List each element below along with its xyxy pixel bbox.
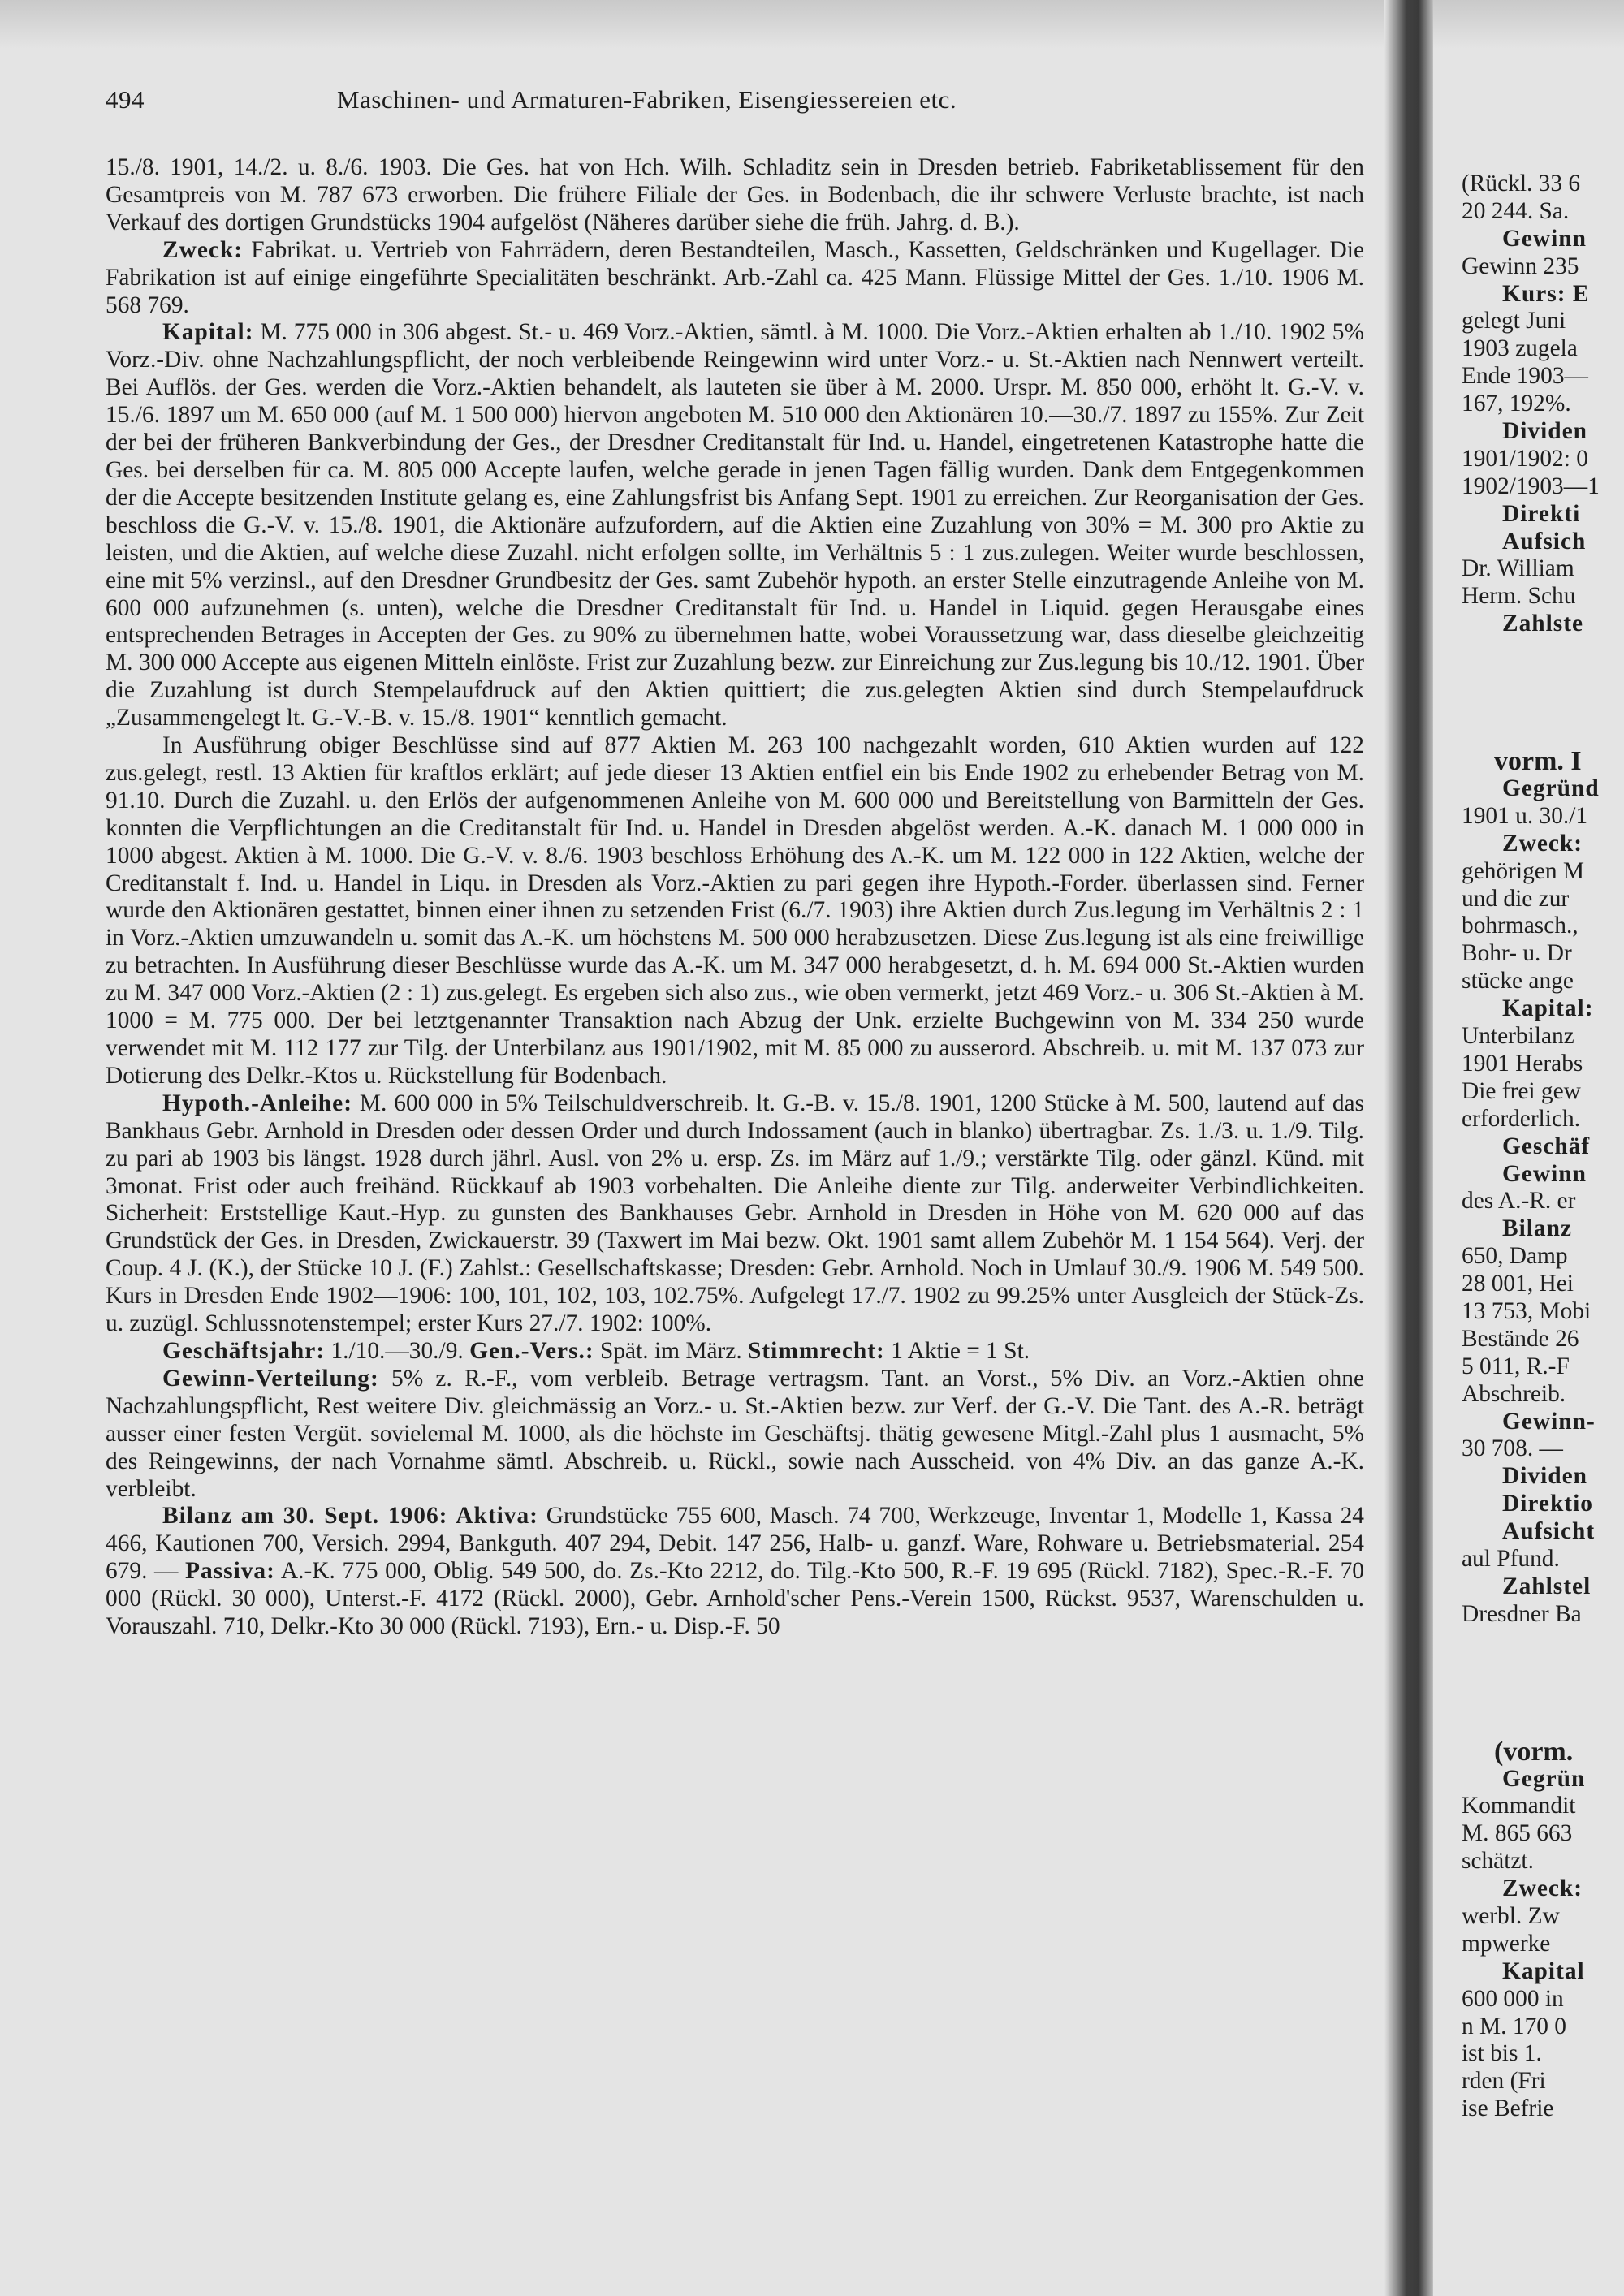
genvers-text: Spät. im März. bbox=[594, 1337, 749, 1364]
right-line: Dividen bbox=[1502, 418, 1587, 445]
right-line: Bestände 26 bbox=[1462, 1325, 1579, 1352]
right-line: vorm. I bbox=[1494, 746, 1582, 777]
gewinn-label: Gewinn-Verteilung: bbox=[162, 1365, 379, 1392]
right-line: und die zur bbox=[1462, 885, 1570, 912]
main-column bbox=[106, 154, 1364, 2281]
right-line: Kapital bbox=[1502, 1957, 1585, 1984]
right-line: 1901/1902: 0 bbox=[1462, 445, 1588, 472]
right-line: Direkti bbox=[1502, 500, 1581, 527]
paragraph-kapital bbox=[106, 319, 1364, 732]
right-line: schätzt. bbox=[1462, 1848, 1534, 1875]
passiva-text: A.-K. 775 000, Oblig. 549 500, do. Zs.-Kto 2212, do. Tilg.-Kto 500, R.-F. 19 695 (Rückl. 7182), Spec.-R.-F. 70 000 (Rückl. 30 000), Unterst.-F. 4172 (Rückl. 2000), Gebr. Arnhold'scher Pens.-Verein 1500, Rückst. 9537, Warenschulden u. Vorauszahl. 710, Delkr.-Kto 30 000 (Rückl. 7193), Ern.- u. Disp.-F. 50 bbox=[106, 1558, 1364, 1640]
scan-shadow bbox=[0, 0, 1624, 49]
right-line: Kapital: bbox=[1502, 995, 1594, 1022]
section-gap bbox=[1462, 1629, 1624, 1738]
right-line: 600 000 in bbox=[1462, 1985, 1564, 2012]
right-line: gelegt Juni bbox=[1462, 308, 1566, 334]
right-line: ist bis 1. bbox=[1462, 2040, 1542, 2067]
right-line: Herm. Schu bbox=[1462, 583, 1576, 610]
kapital-label: Kapital: bbox=[162, 319, 254, 346]
right-line: Ende 1903— bbox=[1462, 363, 1588, 390]
right-line: Gewinn 235 bbox=[1462, 252, 1579, 279]
right-line: Zweck: bbox=[1502, 830, 1583, 857]
right-line: Zahlstel bbox=[1502, 1573, 1592, 1599]
right-line: bohrmasch., bbox=[1462, 913, 1579, 939]
right-line: 20 244. Sa. bbox=[1462, 197, 1570, 224]
right-line: 1903 zugela bbox=[1462, 335, 1578, 362]
right-line: werbl. Zw bbox=[1462, 1902, 1560, 1929]
right-line: 1901 Herabs bbox=[1462, 1050, 1583, 1077]
right-line: Dr. William bbox=[1462, 555, 1574, 582]
paragraph-bilanz bbox=[106, 1503, 1364, 1641]
stimmrecht-label: Stimmrecht: bbox=[748, 1337, 885, 1364]
paragraph-ausfuehrung bbox=[106, 732, 1364, 1090]
hypoth-text: M. 600 000 in 5% Teilschuldverschreib. lt. G.-B. v. 15./8. 1901, 1200 Stücke à M. 500, lautend auf das Bankhaus Gebr. Arnhold in Dresden oder dessen Order und durch Indossament (auch in blanko) übertragbar. Zs. 1./3. u. 1./9. Tilg. zu pari ab 1903 bis längst. 1928 durch jährl. Ausl. von 2% u. ersp. Zs. im März auf 1./9.; verstärkte Tilg. oder gänzl. Künd. mit 3monat. Frist oder auch freihänd. Rückkauf ab 1903 vorbehalten. Die Anleihe diente zur Tilg. anderweiter Verbindlichkeiten. Sicherheit: Erststellige Kaut.-Hyp. zu gunsten des Bankhauses Gebr. Arnhold in Dresden in Höhe von M. 620 000 auf das Grundstück der Ges. in Dresden, Zwickauerstr. 39 (Taxwert im Mai bezw. Okt. 1901 samt allem Zubehör M. 1 154 564). Verj. der Coup. 4 J. (K.), der Stücke 10 J. (F.) Zahlst.: Gesellschaftskasse; Dresden: Gebr. Arnhold. Noch in Umlauf 30./9. 1906 M. 549 500. Kurs in Dresden Ende 1902—1906: 100, 101, 102, 103, 102.75%. Aufgelegt 17./7. 1902 zu 99.25% unter Ausgleich der Stück-Zs. u. zuzügl. Schlussnotenstempel; erster Kurs 27./7. 1902: 100%. bbox=[106, 1090, 1364, 1337]
right-line: stücke ange bbox=[1462, 968, 1574, 995]
right-line: (vorm. bbox=[1494, 1736, 1574, 1767]
paragraph-zweck bbox=[106, 237, 1364, 320]
right-line: mpwerke bbox=[1462, 1930, 1551, 1957]
right-line: Aufsicht bbox=[1502, 1518, 1596, 1545]
geschaeftsjahr-label: Geschäftsjahr: bbox=[162, 1337, 326, 1364]
right-line: Gewinn bbox=[1502, 225, 1587, 252]
stimmrecht-text: 1 Aktie = 1 St. bbox=[884, 1337, 1030, 1364]
right-line: rden (Fri bbox=[1462, 2068, 1546, 2095]
hypoth-label: Hypoth.-Anleihe: bbox=[162, 1090, 352, 1116]
right-line: Direktio bbox=[1502, 1491, 1593, 1517]
right-line: 28 001, Hei bbox=[1462, 1271, 1574, 1297]
right-line: erforderlich. bbox=[1462, 1105, 1581, 1132]
intro-text: 15./8. 1901, 14./2. u. 8./6. 1903. Die Ges. hat von Hch. Wilh. Schladitz sein in Dresden betrieb. Fabriketablissement für den Gesamtpreis von M. 787 673 erworben. Die frühere Filiale der Ges. in Bodenbach, die ihr schwere Verluste brachte, ist nach Verkauf des dortigen Grundstücks 1904 aufgelöst (Näheres darüber siehe die früh. Jahrg. d. B.). bbox=[106, 154, 1364, 235]
right-line: Dividen bbox=[1502, 1463, 1587, 1490]
right-line: (Rückl. 33 6 bbox=[1462, 170, 1581, 196]
right-line: n M. 170 0 bbox=[1462, 2013, 1567, 2039]
bilanz-label: Bilanz am 30. Sept. 1906: bbox=[162, 1503, 448, 1530]
right-line: Gegrün bbox=[1502, 1765, 1586, 1792]
right-line: gehörigen M bbox=[1462, 857, 1585, 884]
right-line: 13 753, Mobi bbox=[1462, 1297, 1592, 1324]
right-line: 650, Damp bbox=[1462, 1243, 1568, 1270]
right-line: Aufsich bbox=[1502, 528, 1587, 555]
paragraph-geschaeftsjahr bbox=[106, 1338, 1364, 1366]
section-gap bbox=[1462, 638, 1624, 748]
book-gutter bbox=[1384, 0, 1433, 2296]
right-line: 1901 u. 30./1 bbox=[1462, 802, 1588, 829]
genvers-label: Gen.-Vers.: bbox=[469, 1337, 594, 1364]
page-header bbox=[106, 85, 1372, 126]
right-line: Gegründ bbox=[1502, 775, 1600, 802]
ausfuehrung-text: In Ausführung obiger Beschlüsse sind auf 877 Aktien M. 263 100 nachgezahlt worden, 610 Aktien wurden auf 122 zus.gelegt, restl. 13 Aktien für kraftlos erklärt; auf jede dieser 13 Aktien entfiel ein bis Ende 1902 zu erhebender Betrag von M. 91.10. Durch die Zuzahl. u. den Erlös der aufgenommenen Anleihe von M. 600 000 und Bereitstellung von Barmitteln der Ges. konnten die Verpflichtungen an die Creditanstalt für Ind. u. Handel in Dresden abgelöst werden. A.-K. danach M. 1 000 000 in 1000 abgest. Aktien à M. 1000. Die G.-V. v. 8./6. 1903 beschloss Erhöhung des A.-K. um M. 122 000 in 122 Aktien, welche der Creditanstalt f. Ind. u. Handel in Liqu. in Dresden als Vorz.-Aktien zu pari gegen ihre Hypoth.-Forder. überlassen sind. Ferner wurde den Aktionären gestattet, binnen einer ihnen zu setzenden Frist (6./7. 1903) ihre Aktien durch Zus.legung im Verhältnis 2 : 1 in Vorz.-Aktien umzuwandeln u. somit das A.-K. um höchstens M. 500 000 herabzusetzen. Diese Zus.legung ist als eine freiwillige zu betrachten. In Ausführung dieser Beschlüsse wurde das A.-K. um M. 347 000 herabgesetzt, d. h. M. 694 000 St.-Aktien wurden zu M. 347 000 Vorz.-Aktien (2 : 1) zus.gelegt. Es ergeben sich also zus., wie oben vermerkt, jetzt 469 Vorz.- u. 306 St.-Aktien à M. 1000 = M. 775 000. Der bei letztgenannter Transaktion nach Abzug der Unk. erzielte Buchgewinn von M. 334 250 wurde verwendet mit M. 112 177 zur Tilg. der Unterbilanz aus 1901/1902, mit M. 85 000 zu ausserord. Abschreib. u. mit M. 137 073 zur Dotierung des Delkr.-Ktos u. Rückstellung für Bodenbach. bbox=[106, 732, 1364, 1089]
right-line: Unterbilanz bbox=[1462, 1023, 1574, 1050]
paragraph-hypoth bbox=[106, 1090, 1364, 1338]
right-line: Dresdner Ba bbox=[1462, 1600, 1582, 1627]
aktiva-label: Aktiva: bbox=[456, 1503, 538, 1530]
running-title: Maschinen- und Armaturen-Fabriken, Eisengiessereien etc. bbox=[337, 85, 957, 114]
geschaeftsjahr-text: 1./10.—30./9. bbox=[325, 1337, 470, 1364]
right-line: Gewinn bbox=[1502, 1160, 1587, 1187]
gewinn-text: 5% z. R.-F., vom verbleib. Betrage vertragsm. Tant. an Vorst., 5% Div. an Vorz.-Aktien ohne Nachzahlungspflicht, Rest weitere Div. gleichmässig an Vorz.- u. St.-Aktien bezw. zur Verf. der G.-V. Die Tant. des A.-R. beträgt ausser einer festen Vergüt. sovielemal M. 1000, als die höchste im Geschäftsj. thätig gewesene Mitgl.-Zahl plus 1 ausmacht, 5% des Reingewinns, der nach Vornahme sämtl. Abschreib. u. Rückl., sowie nach Ausscheid. von 4% Div. an das ganze A.-K. verbleibt. bbox=[106, 1365, 1364, 1502]
right-line: 5 011, R.-F bbox=[1462, 1353, 1570, 1379]
passiva-label: Passiva: bbox=[185, 1558, 275, 1585]
right-line: M. 865 663 bbox=[1462, 1820, 1573, 1847]
right-line: 30 708. — bbox=[1462, 1435, 1563, 1462]
facing-page-column bbox=[1462, 170, 1624, 2296]
right-line: ise Befrie bbox=[1462, 2095, 1554, 2122]
right-line: des A.-R. er bbox=[1462, 1188, 1576, 1215]
zweck-label: Zweck: bbox=[162, 236, 244, 263]
right-line: Kurs: E bbox=[1502, 280, 1590, 307]
right-line: 1902/1903—1 bbox=[1462, 473, 1600, 499]
right-line: Zweck: bbox=[1502, 1875, 1583, 1902]
right-line: Geschäf bbox=[1502, 1133, 1591, 1159]
right-line: 167, 192%. bbox=[1462, 391, 1571, 417]
right-line: Gewinn- bbox=[1502, 1408, 1596, 1435]
right-line: Bilanz bbox=[1502, 1215, 1573, 1242]
paragraph-gewinn bbox=[106, 1366, 1364, 1504]
aktiva-text: Grundstücke 755 600, Masch. 74 700, Werkzeuge, Inventar 1, Modelle 1, Kassa 24 466, Kautionen 700, Versich. 2994, Bankguth. 407 294, Debit. 147 256, Halb- u. ganzf. Ware, Rohware u. Betriebsmaterial. 254 679. — bbox=[106, 1503, 1364, 1585]
right-line: Kommandit bbox=[1462, 1793, 1576, 1819]
page-number: 494 bbox=[106, 85, 145, 114]
right-line: Die frei gew bbox=[1462, 1077, 1581, 1104]
right-line: Abschreib. bbox=[1462, 1380, 1566, 1407]
right-line: aul Pfund. bbox=[1462, 1545, 1560, 1572]
paragraph-intro bbox=[106, 154, 1364, 237]
zweck-text: Fabrikat. u. Vertrieb von Fahrrädern, deren Bestandteilen, Masch., Kassetten, Geldschränken und Kugellager. Die Fabrikation ist auf einige eingeführte Specialitäten beschränkt. Arb.-Zahl ca. 425 Mann. Flüssige Mittel der Ges. 1./10. 1906 M. 568 769. bbox=[106, 236, 1364, 318]
right-line: Zahlste bbox=[1502, 611, 1584, 637]
right-line: Bohr- u. Dr bbox=[1462, 940, 1572, 967]
kapital-text: M. 775 000 in 306 abgest. St.- u. 469 Vorz.-Aktien, sämtl. à M. 1000. Die Vorz.-Aktien erhalten ab 1./10. 1902 5% Vorz.-Div. ohne Nachzahlungspflicht, der noch verbleibende Reingewinn wird unter Vorz.- u. St.-Aktien nach Nennwert verteilt. Bei Auflös. der Ges. werden die Vorz.-Aktien behandelt, als lauteten sie über à M. 2000. Urspr. M. 850 000, erhöht lt. G.-V. v. 15./6. 1897 um M. 650 000 (auf M. 1 500 000) hiervon angeboten M. 510 000 den Aktionären 10.—30./7. 1897 zu 155%. Zur Zeit der bei der früheren Bankverbindung der Ges., der Dresdner Creditanstalt für Ind. u. Handel, eingetretenen Katastrophe hatte die Ges. bei derselben für ca. M. 805 000 Accepte laufen, welche gerade in jenen Tagen fällig wurden. Dank dem Entgegenkommen der die Accepte besitzenden Institute gelang es, eine Zahlungsfrist bis Anfang Sept. 1901 zu erreichen. Zur Reorganisation der Ges. beschloss die G.-V. v. 15./8. 1901, die Aktionäre aufzufordern, auf die Aktien eine Zuzahlung von 30% = M. 300 pro Aktie zu leisten, und die Aktien, auf welche diese Zuzahl. nicht erfolgen sollte, im Verhältnis 5 : 1 zus.zulegen. Weiter wurde beschlossen, eine mit 5% verzinsl., auf den Dresdner Grundbesitz der Ges. samt Zubehör hypoth. an erster Stelle einzutragende Anleihe von M. 600 000 aufzunehmen (s. unten), welche die Dresdner Creditanstalt für Ind. u. Handel in Liquid. gegen Herausgabe eines entsprechenden Betrages in Accepten der Ges. zu 90% zu übernehmen hatte, wobei Voraussetzung war, dass dieselbe gleichzeitig M. 300 000 Accepte aus eigenen Mitteln einlöste. Frist zur Zuzahlung bezw. zur Einreichung zur Zus.legung bis 10./12. 1901. Über die Zuzahlung ist durch Stempelaufdruck auf den Aktien quittiert; die zus.gelegten Aktien sind durch Stempelaufdruck „Zusammengelegt lt. G.-V.-B. v. 15./8. 1901“ kenntlich gemacht. bbox=[106, 319, 1364, 732]
